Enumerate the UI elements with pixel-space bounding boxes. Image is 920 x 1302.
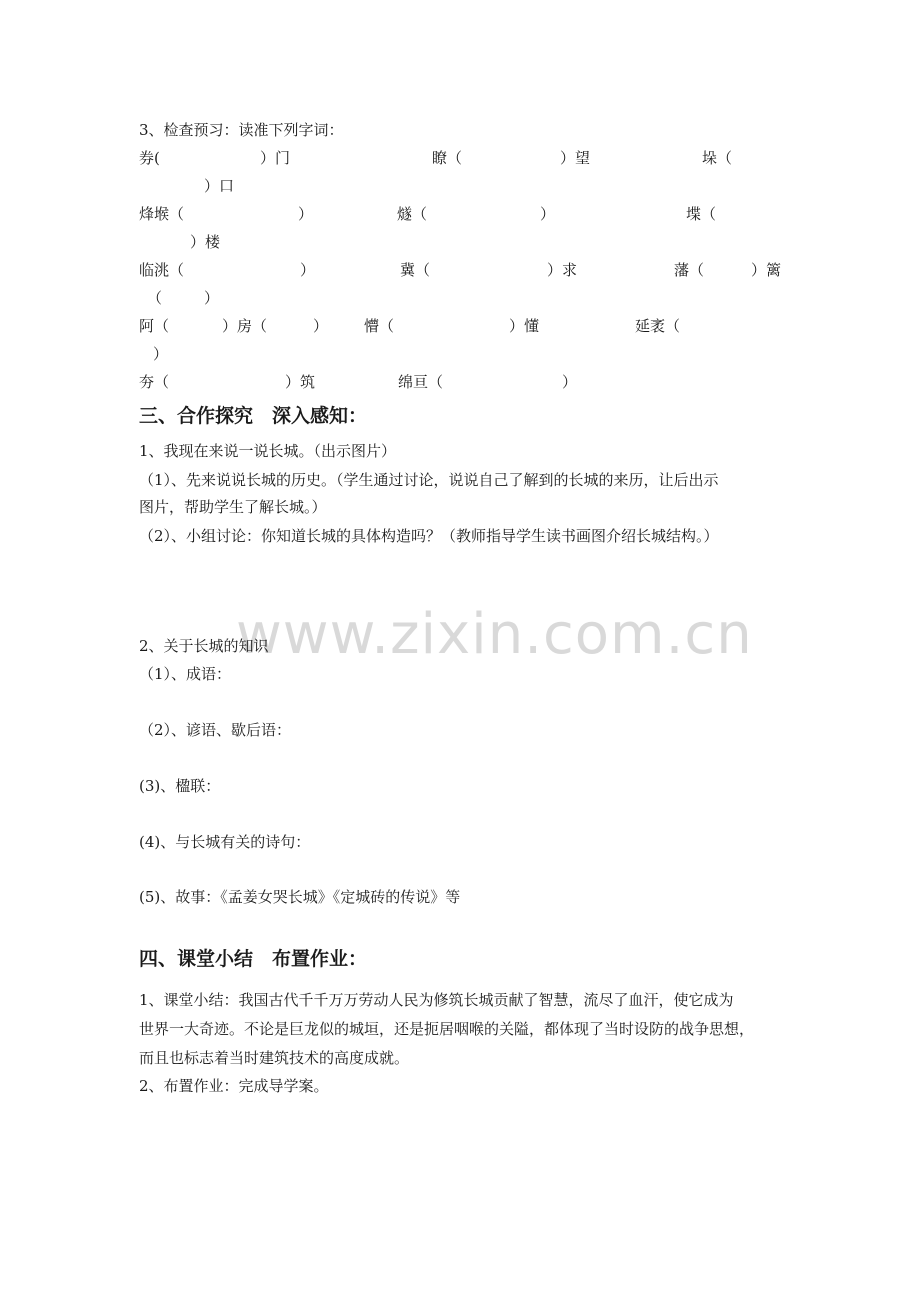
preview-word-fragment: 临洮（ [139, 261, 185, 279]
homework: 2、布置作业：完成导学案。 [139, 1077, 329, 1095]
section-3-poems: (4)、与长城有关的诗句： [139, 833, 311, 851]
preview-word-fragment: 券( [139, 149, 160, 167]
preview-word-fragment: ） [153, 345, 169, 363]
preview-word-fragment: 夯（ [139, 373, 170, 391]
preview-heading: 3、检查预习：读准下列字词： [139, 121, 344, 139]
preview-word-fragment: 延袤（ [635, 317, 681, 335]
preview-word-fragment: 燧（ [397, 205, 428, 223]
preview-word-fragment: 瞭（ [432, 149, 463, 167]
watermark: www.zixin.com.cn [236, 602, 753, 667]
section-3-p1a-line1: （1）、先来说说长城的历史。（学生通过讨论，说说自己了解到的长城的来历，让后出示 [139, 471, 719, 489]
preview-word-fragment: 懵（ [364, 317, 395, 335]
section-3-p1: 1、我现在来说一说长城。（出示图片） [139, 442, 397, 460]
section-3-idioms: （1）、成语： [139, 665, 232, 683]
preview-word-fragment: ） [562, 373, 578, 391]
summary-line1: 1、课堂小结：我国古代千千万万劳动人民为修筑长城贡献了智慧，流尽了血汗，使它成为 [139, 991, 734, 1009]
summary-line2: 世界一大奇迹。不论是巨龙似的城垣，还是扼居咽喉的关隘，都体现了当时设防的战争思想， [139, 1020, 755, 1038]
summary-line3: 而且也标志着当时建筑技术的高度成就。 [139, 1049, 410, 1067]
preview-word-fragment: 垛（ [702, 149, 733, 167]
preview-word-fragment: ）懂 [509, 317, 540, 335]
section-3-p2: 2、关于长城的知识 [139, 637, 269, 655]
section-3-title: 三、合作探究 深入感知： [139, 405, 368, 427]
preview-word-fragment: ）口 [204, 177, 235, 195]
preview-word-fragment: ）求 [547, 261, 578, 279]
preview-word-fragment: 冀（ [400, 261, 431, 279]
preview-word-fragment: ） [540, 205, 556, 223]
section-3-couplets: (3)、楹联： [139, 777, 221, 795]
preview-word-fragment: （ [147, 289, 163, 307]
preview-word-fragment: 绵亘（ [398, 373, 444, 391]
preview-word-fragment: ）房（ [222, 317, 268, 335]
preview-word-fragment: ） [298, 205, 314, 223]
preview-word-fragment: 藩（ [674, 261, 705, 279]
preview-word-fragment: ）篱 [751, 261, 782, 279]
preview-word-fragment: ）门 [260, 149, 291, 167]
preview-word-fragment: 烽堠（ [139, 205, 185, 223]
preview-word-fragment: ） [313, 317, 329, 335]
section-4-title: 四、课堂小结 布置作业： [139, 948, 368, 970]
preview-word-fragment: 阿（ [139, 317, 170, 335]
preview-word-fragment: 堞（ [686, 205, 717, 223]
section-3-p1b: （2）、小组讨论：你知道长城的具体构造吗？（教师指导学生读书画图介绍长城结构。） [139, 527, 719, 545]
preview-word-fragment: ） [300, 261, 316, 279]
preview-word-fragment: ）楼 [190, 233, 221, 251]
section-3-p1a-line2: 图片，帮助学生了解长城。） [139, 498, 327, 516]
preview-word-fragment: ）筑 [285, 373, 316, 391]
section-3-proverbs: （2）、谚语、歇后语： [139, 721, 292, 739]
section-3-stories: (5)、故事：《孟姜女哭长城》《定城砖的传说》等 [139, 888, 461, 906]
preview-word-fragment: ）望 [560, 149, 591, 167]
preview-word-fragment: ） [204, 289, 220, 307]
